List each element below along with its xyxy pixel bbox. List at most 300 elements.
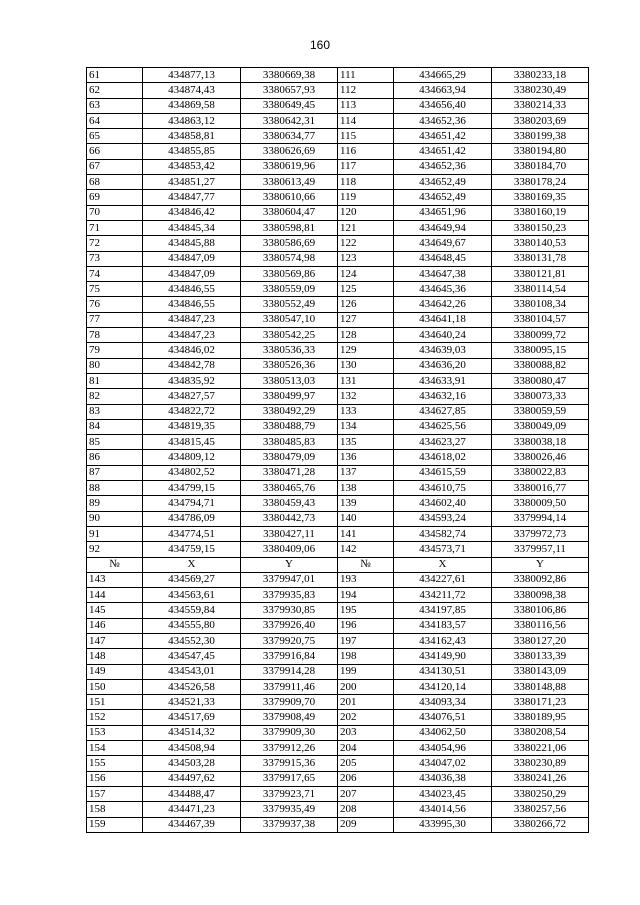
table-row	[87, 725, 589, 740]
point-number-cell: 206	[338, 771, 394, 786]
table-row	[87, 98, 589, 113]
point-number-cell: 150	[87, 679, 143, 694]
header-number: №	[87, 557, 143, 572]
point-number-cell: 204	[338, 741, 394, 756]
point-number-cell: 119	[338, 190, 394, 205]
point-number-cell: 71	[87, 220, 143, 235]
x-coordinate-cell: 434636,20	[394, 358, 492, 373]
header-y: Y	[492, 557, 589, 572]
x-coordinate-cell: 434615,59	[394, 465, 492, 480]
table-row	[87, 68, 589, 83]
table-row	[87, 159, 589, 174]
y-coordinate-cell: 3380613,49	[241, 175, 338, 190]
x-coordinate-cell: 434651,42	[394, 144, 492, 159]
header-x: X	[394, 557, 492, 572]
point-number-cell: 131	[338, 373, 394, 388]
table-row	[87, 297, 589, 312]
table-row	[87, 220, 589, 235]
table-row	[87, 404, 589, 419]
x-coordinate-cell: 434819,35	[143, 419, 241, 434]
y-coordinate-cell: 3380171,23	[492, 695, 589, 710]
point-number-cell: 144	[87, 588, 143, 603]
point-number-cell: 81	[87, 373, 143, 388]
point-number-cell: 159	[87, 817, 143, 832]
y-coordinate-cell: 3380092,86	[492, 572, 589, 587]
point-number-cell: 128	[338, 328, 394, 343]
point-number-cell: 125	[338, 282, 394, 297]
x-coordinate-cell: 434514,32	[143, 725, 241, 740]
x-coordinate-cell: 434648,45	[394, 251, 492, 266]
x-coordinate-cell: 434845,88	[143, 236, 241, 251]
y-coordinate-cell: 3380131,78	[492, 251, 589, 266]
y-coordinate-cell: 3379957,11	[492, 542, 589, 557]
x-coordinate-cell: 434794,71	[143, 496, 241, 511]
y-coordinate-cell: 3380116,56	[492, 618, 589, 633]
x-coordinate-cell: 434197,85	[394, 603, 492, 618]
table-row	[87, 190, 589, 205]
point-number-cell: 146	[87, 618, 143, 633]
x-coordinate-cell: 434774,51	[143, 526, 241, 541]
y-coordinate-cell: 3380657,93	[241, 83, 338, 98]
x-coordinate-cell: 434625,56	[394, 419, 492, 434]
point-number-cell: 67	[87, 159, 143, 174]
y-coordinate-cell: 3380233,18	[492, 68, 589, 83]
point-number-cell: 151	[87, 695, 143, 710]
table-row	[87, 679, 589, 694]
table-row	[87, 205, 589, 220]
y-coordinate-cell: 3380485,83	[241, 435, 338, 450]
y-coordinate-cell: 3379916,84	[241, 649, 338, 664]
x-coordinate-cell: 434652,49	[394, 175, 492, 190]
point-number-cell: 134	[338, 419, 394, 434]
point-number-cell: 82	[87, 389, 143, 404]
coordinates-table	[86, 67, 589, 833]
point-number-cell: 135	[338, 435, 394, 450]
point-number-cell: 90	[87, 511, 143, 526]
y-coordinate-cell: 3379920,75	[241, 633, 338, 648]
table-row	[87, 251, 589, 266]
x-coordinate-cell: 434093,34	[394, 695, 492, 710]
point-number-cell: 193	[338, 572, 394, 587]
y-coordinate-cell: 3380106,86	[492, 603, 589, 618]
y-coordinate-cell: 3380150,23	[492, 220, 589, 235]
point-number-cell: 115	[338, 129, 394, 144]
y-coordinate-cell: 3380634,77	[241, 129, 338, 144]
x-coordinate-cell: 434846,55	[143, 297, 241, 312]
point-number-cell: 92	[87, 542, 143, 557]
y-coordinate-cell: 3380642,31	[241, 113, 338, 128]
y-coordinate-cell: 3380140,53	[492, 236, 589, 251]
table-row	[87, 603, 589, 618]
point-number-cell: 205	[338, 756, 394, 771]
table-row	[87, 481, 589, 496]
y-coordinate-cell: 3380121,81	[492, 266, 589, 281]
table-row	[87, 572, 589, 587]
y-coordinate-cell: 3380459,43	[241, 496, 338, 511]
point-number-cell: 124	[338, 266, 394, 281]
point-number-cell: 114	[338, 113, 394, 128]
y-coordinate-cell: 3379911,46	[241, 679, 338, 694]
y-coordinate-cell: 3380626,69	[241, 144, 338, 159]
y-coordinate-cell: 3380009,50	[492, 496, 589, 511]
x-coordinate-cell: 433995,30	[394, 817, 492, 832]
x-coordinate-cell: 434822,72	[143, 404, 241, 419]
table-row	[87, 817, 589, 832]
point-number-cell: 129	[338, 343, 394, 358]
x-coordinate-cell: 434652,49	[394, 190, 492, 205]
table-row	[87, 786, 589, 801]
x-coordinate-cell: 434649,67	[394, 236, 492, 251]
x-coordinate-cell: 434582,74	[394, 526, 492, 541]
table-row	[87, 312, 589, 327]
x-coordinate-cell: 434517,69	[143, 710, 241, 725]
y-coordinate-cell: 3380230,89	[492, 756, 589, 771]
y-coordinate-cell: 3380526,36	[241, 358, 338, 373]
point-number-cell: 111	[338, 68, 394, 83]
point-number-cell: 202	[338, 710, 394, 725]
y-coordinate-cell: 3380127,20	[492, 633, 589, 648]
x-coordinate-cell: 434014,56	[394, 802, 492, 817]
x-coordinate-cell: 434855,85	[143, 144, 241, 159]
table-row	[87, 129, 589, 144]
point-number-cell: 143	[87, 572, 143, 587]
x-coordinate-cell: 434835,92	[143, 373, 241, 388]
point-number-cell: 127	[338, 312, 394, 327]
x-coordinate-cell: 434651,96	[394, 205, 492, 220]
x-coordinate-cell: 434162,43	[394, 633, 492, 648]
x-coordinate-cell: 434799,15	[143, 481, 241, 496]
y-coordinate-cell: 3380604,47	[241, 205, 338, 220]
x-coordinate-cell: 434842,78	[143, 358, 241, 373]
point-number-cell: 155	[87, 756, 143, 771]
point-number-cell: 86	[87, 450, 143, 465]
y-coordinate-cell: 3380559,09	[241, 282, 338, 297]
y-coordinate-cell: 3380586,69	[241, 236, 338, 251]
point-number-cell: 203	[338, 725, 394, 740]
point-number-cell: 69	[87, 190, 143, 205]
table-row	[87, 450, 589, 465]
x-coordinate-cell: 434827,57	[143, 389, 241, 404]
y-coordinate-cell: 3379915,36	[241, 756, 338, 771]
y-coordinate-cell: 3380148,88	[492, 679, 589, 694]
x-coordinate-cell: 434651,42	[394, 129, 492, 144]
point-number-cell: 79	[87, 343, 143, 358]
page-number: 160	[309, 38, 331, 52]
y-coordinate-cell: 3379909,30	[241, 725, 338, 740]
x-coordinate-cell: 434641,18	[394, 312, 492, 327]
point-number-cell: 132	[338, 389, 394, 404]
x-coordinate-cell: 434846,55	[143, 282, 241, 297]
table-row	[87, 343, 589, 358]
x-coordinate-cell: 434627,85	[394, 404, 492, 419]
x-coordinate-cell: 434618,02	[394, 450, 492, 465]
y-coordinate-cell: 3379972,73	[492, 526, 589, 541]
x-coordinate-cell: 434639,03	[394, 343, 492, 358]
point-number-cell: 194	[338, 588, 394, 603]
y-coordinate-cell: 3380199,38	[492, 129, 589, 144]
x-coordinate-cell: 434508,94	[143, 741, 241, 756]
y-coordinate-cell: 3380465,76	[241, 481, 338, 496]
table-row	[87, 83, 589, 98]
table-row	[87, 741, 589, 756]
point-number-cell: 73	[87, 251, 143, 266]
y-coordinate-cell: 3380095,15	[492, 343, 589, 358]
header-y: Y	[241, 557, 338, 572]
point-number-cell: 91	[87, 526, 143, 541]
table-row	[87, 710, 589, 725]
x-coordinate-cell: 434023,45	[394, 786, 492, 801]
x-coordinate-cell: 434652,36	[394, 159, 492, 174]
x-coordinate-cell: 434645,36	[394, 282, 492, 297]
y-coordinate-cell: 3379912,26	[241, 741, 338, 756]
x-coordinate-cell: 434036,38	[394, 771, 492, 786]
point-number-cell: 126	[338, 297, 394, 312]
x-coordinate-cell: 434863,12	[143, 113, 241, 128]
point-number-cell: 68	[87, 175, 143, 190]
point-number-cell: 147	[87, 633, 143, 648]
x-coordinate-cell: 434555,80	[143, 618, 241, 633]
y-coordinate-cell: 3380471,28	[241, 465, 338, 480]
y-coordinate-cell: 3379926,40	[241, 618, 338, 633]
x-coordinate-cell: 434497,62	[143, 771, 241, 786]
point-number-cell: 122	[338, 236, 394, 251]
y-coordinate-cell: 3379994,14	[492, 511, 589, 526]
point-number-cell: 201	[338, 695, 394, 710]
point-number-cell: 208	[338, 802, 394, 817]
x-coordinate-cell: 434845,34	[143, 220, 241, 235]
y-coordinate-cell: 3380649,45	[241, 98, 338, 113]
y-coordinate-cell: 3380022,83	[492, 465, 589, 480]
y-coordinate-cell: 3380574,98	[241, 251, 338, 266]
point-number-cell: 139	[338, 496, 394, 511]
x-coordinate-cell: 434809,12	[143, 450, 241, 465]
x-coordinate-cell: 434642,26	[394, 297, 492, 312]
x-coordinate-cell: 434552,30	[143, 633, 241, 648]
y-coordinate-cell: 3380059,59	[492, 404, 589, 419]
table-row	[87, 282, 589, 297]
y-coordinate-cell: 3380184,70	[492, 159, 589, 174]
table-row	[87, 588, 589, 603]
table-row	[87, 328, 589, 343]
point-number-cell: 120	[338, 205, 394, 220]
y-coordinate-cell: 3380669,38	[241, 68, 338, 83]
x-coordinate-cell: 434759,15	[143, 542, 241, 557]
point-number-cell: 66	[87, 144, 143, 159]
x-coordinate-cell: 434877,13	[143, 68, 241, 83]
y-coordinate-cell: 3380488,79	[241, 419, 338, 434]
table-row	[87, 266, 589, 281]
coordinates-table-body	[87, 68, 589, 833]
table-row	[87, 236, 589, 251]
y-coordinate-cell: 3380080,47	[492, 373, 589, 388]
point-number-cell: 62	[87, 83, 143, 98]
y-coordinate-cell: 3380088,82	[492, 358, 589, 373]
x-coordinate-cell: 434632,16	[394, 389, 492, 404]
x-coordinate-cell: 434853,42	[143, 159, 241, 174]
x-coordinate-cell: 434610,75	[394, 481, 492, 496]
point-number-cell: 89	[87, 496, 143, 511]
point-number-cell: 83	[87, 404, 143, 419]
table-row	[87, 511, 589, 526]
x-coordinate-cell: 434851,27	[143, 175, 241, 190]
y-coordinate-cell: 3380250,29	[492, 786, 589, 801]
x-coordinate-cell: 434573,71	[394, 542, 492, 557]
x-coordinate-cell: 434869,58	[143, 98, 241, 113]
point-number-cell: 133	[338, 404, 394, 419]
table-header-row	[87, 557, 589, 572]
y-coordinate-cell: 3379935,49	[241, 802, 338, 817]
y-coordinate-cell: 3379935,83	[241, 588, 338, 603]
y-coordinate-cell: 3380108,34	[492, 297, 589, 312]
point-number-cell: 137	[338, 465, 394, 480]
y-coordinate-cell: 3380194,80	[492, 144, 589, 159]
point-number-cell: 209	[338, 817, 394, 832]
y-coordinate-cell: 3380241,26	[492, 771, 589, 786]
x-coordinate-cell: 434543,01	[143, 664, 241, 679]
x-coordinate-cell: 434847,23	[143, 312, 241, 327]
x-coordinate-cell: 434211,72	[394, 588, 492, 603]
point-number-cell: 156	[87, 771, 143, 786]
y-coordinate-cell: 3380104,57	[492, 312, 589, 327]
x-coordinate-cell: 434874,43	[143, 83, 241, 98]
table-row	[87, 633, 589, 648]
y-coordinate-cell: 3380619,96	[241, 159, 338, 174]
x-coordinate-cell: 434802,52	[143, 465, 241, 480]
x-coordinate-cell: 434547,45	[143, 649, 241, 664]
table-row	[87, 664, 589, 679]
table-row	[87, 771, 589, 786]
x-coordinate-cell: 434847,23	[143, 328, 241, 343]
point-number-cell: 157	[87, 786, 143, 801]
x-coordinate-cell: 434467,39	[143, 817, 241, 832]
x-coordinate-cell: 434130,51	[394, 664, 492, 679]
y-coordinate-cell: 3380230,49	[492, 83, 589, 98]
y-coordinate-cell: 3380114,54	[492, 282, 589, 297]
y-coordinate-cell: 3380427,11	[241, 526, 338, 541]
y-coordinate-cell: 3380492,29	[241, 404, 338, 419]
x-coordinate-cell: 434663,94	[394, 83, 492, 98]
y-coordinate-cell: 3380513,03	[241, 373, 338, 388]
y-coordinate-cell: 3380536,33	[241, 343, 338, 358]
point-number-cell: 149	[87, 664, 143, 679]
point-number-cell: 123	[338, 251, 394, 266]
y-coordinate-cell: 3380266,72	[492, 817, 589, 832]
table-row	[87, 175, 589, 190]
point-number-cell: 76	[87, 297, 143, 312]
point-number-cell: 70	[87, 205, 143, 220]
point-number-cell: 141	[338, 526, 394, 541]
y-coordinate-cell: 3380038,18	[492, 435, 589, 450]
y-coordinate-cell: 3379923,71	[241, 786, 338, 801]
y-coordinate-cell: 3380178,24	[492, 175, 589, 190]
point-number-cell: 78	[87, 328, 143, 343]
point-number-cell: 142	[338, 542, 394, 557]
y-coordinate-cell: 3380598,81	[241, 220, 338, 235]
table-row	[87, 802, 589, 817]
point-number-cell: 140	[338, 511, 394, 526]
x-coordinate-cell: 434847,77	[143, 190, 241, 205]
table-row	[87, 649, 589, 664]
x-coordinate-cell: 434665,29	[394, 68, 492, 83]
point-number-cell: 65	[87, 129, 143, 144]
point-number-cell: 84	[87, 419, 143, 434]
x-coordinate-cell: 434602,40	[394, 496, 492, 511]
point-number-cell: 64	[87, 113, 143, 128]
x-coordinate-cell: 434054,96	[394, 741, 492, 756]
point-number-cell: 130	[338, 358, 394, 373]
point-number-cell: 116	[338, 144, 394, 159]
x-coordinate-cell: 434521,33	[143, 695, 241, 710]
point-number-cell: 87	[87, 465, 143, 480]
point-number-cell: 152	[87, 710, 143, 725]
y-coordinate-cell: 3380257,56	[492, 802, 589, 817]
x-coordinate-cell: 434563,61	[143, 588, 241, 603]
y-coordinate-cell: 3380542,25	[241, 328, 338, 343]
x-coordinate-cell: 434120,14	[394, 679, 492, 694]
x-coordinate-cell: 434076,51	[394, 710, 492, 725]
y-coordinate-cell: 3380073,33	[492, 389, 589, 404]
x-coordinate-cell: 434647,38	[394, 266, 492, 281]
y-coordinate-cell: 3380133,39	[492, 649, 589, 664]
point-number-cell: 195	[338, 603, 394, 618]
table-row	[87, 419, 589, 434]
y-coordinate-cell: 3380099,72	[492, 328, 589, 343]
point-number-cell: 63	[87, 98, 143, 113]
y-coordinate-cell: 3380569,86	[241, 266, 338, 281]
x-coordinate-cell: 434593,24	[394, 511, 492, 526]
x-coordinate-cell: 434846,02	[143, 343, 241, 358]
table-row	[87, 373, 589, 388]
y-coordinate-cell: 3380143,09	[492, 664, 589, 679]
y-coordinate-cell: 3379947,01	[241, 572, 338, 587]
point-number-cell: 80	[87, 358, 143, 373]
table-row	[87, 542, 589, 557]
point-number-cell: 207	[338, 786, 394, 801]
y-coordinate-cell: 3380189,95	[492, 710, 589, 725]
y-coordinate-cell: 3380547,10	[241, 312, 338, 327]
table-row	[87, 618, 589, 633]
x-coordinate-cell: 434847,09	[143, 251, 241, 266]
y-coordinate-cell: 3380442,73	[241, 511, 338, 526]
point-number-cell: 117	[338, 159, 394, 174]
y-coordinate-cell: 3380214,33	[492, 98, 589, 113]
table-row	[87, 358, 589, 373]
point-number-cell: 154	[87, 741, 143, 756]
y-coordinate-cell: 3380208,54	[492, 725, 589, 740]
table-row	[87, 496, 589, 511]
point-number-cell: 197	[338, 633, 394, 648]
x-coordinate-cell: 434623,27	[394, 435, 492, 450]
header-x: X	[143, 557, 241, 572]
point-number-cell: 136	[338, 450, 394, 465]
x-coordinate-cell: 434656,40	[394, 98, 492, 113]
x-coordinate-cell: 434847,09	[143, 266, 241, 281]
x-coordinate-cell: 434640,24	[394, 328, 492, 343]
x-coordinate-cell: 434503,28	[143, 756, 241, 771]
y-coordinate-cell: 3380479,09	[241, 450, 338, 465]
y-coordinate-cell: 3379917,65	[241, 771, 338, 786]
x-coordinate-cell: 434062,50	[394, 725, 492, 740]
point-number-cell: 77	[87, 312, 143, 327]
point-number-cell: 145	[87, 603, 143, 618]
table-row	[87, 756, 589, 771]
x-coordinate-cell: 434047,02	[394, 756, 492, 771]
x-coordinate-cell: 434633,91	[394, 373, 492, 388]
x-coordinate-cell: 434649,94	[394, 220, 492, 235]
point-number-cell: 113	[338, 98, 394, 113]
x-coordinate-cell: 434569,27	[143, 572, 241, 587]
table-row	[87, 389, 589, 404]
